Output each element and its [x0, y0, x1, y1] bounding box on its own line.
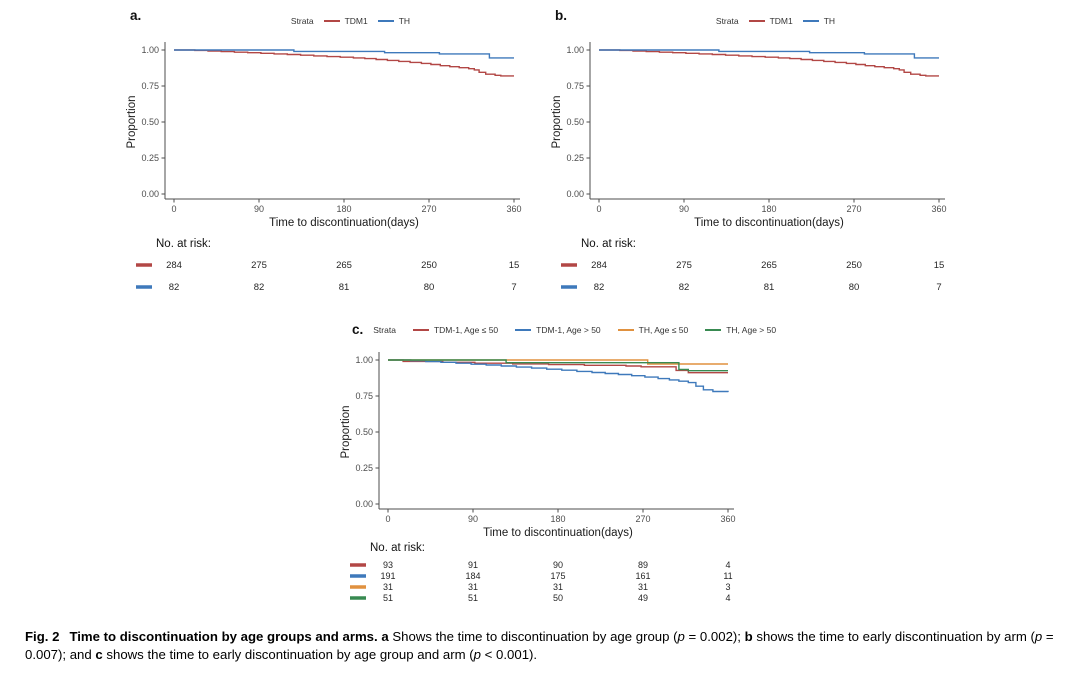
risk-count: 31 — [637, 582, 649, 592]
legend-item — [413, 325, 498, 335]
km-plot-mount — [336, 346, 741, 540]
legend-item — [618, 325, 689, 335]
legend-item — [705, 325, 776, 335]
caption-segment: p — [677, 629, 685, 644]
y-tick-label: 0.50 — [355, 427, 373, 438]
caption-segment: shows the time to early discontinuation by arm ( — [752, 629, 1035, 644]
legend-label: TDM1 — [769, 16, 793, 26]
y-tick-label: 0.75 — [566, 81, 584, 92]
risk-table-title: No. at risk: — [370, 542, 425, 554]
y-tick-label: 0.50 — [566, 117, 584, 128]
caption-segment: p — [1034, 629, 1043, 644]
risk-count: 284 — [591, 260, 607, 271]
x-axis-title: Time to discontinuation(days) — [694, 217, 844, 229]
caption-segment: Time to discontinuation by age groups and arms. — [69, 629, 382, 644]
y-tick-label: 0.75 — [355, 391, 373, 402]
x-axis-title: Time to discontinuation(days) — [269, 217, 419, 229]
caption-segment: Shows the time to discontinuation by age group ( — [388, 629, 678, 644]
y-axis-title: Proportion — [340, 405, 352, 459]
y-tick-label: 0.00 — [355, 499, 373, 510]
risk-table-c — [336, 558, 741, 608]
x-tick-label: 90 — [467, 514, 479, 524]
risk-table-mount — [547, 254, 952, 300]
km-plot-mount — [547, 36, 952, 230]
risk-count: 50 — [552, 593, 564, 603]
caption-segment: = 0.002); — [684, 629, 745, 644]
risk-table-a — [122, 254, 527, 300]
panel-label: c. — [352, 321, 364, 337]
legend-line-swatch — [413, 329, 429, 331]
y-tick-label: 0.25 — [141, 153, 159, 164]
legend-line-swatch — [618, 329, 634, 331]
legend-line-swatch — [705, 329, 721, 331]
legend-label: TDM-1, Age > 50 — [536, 325, 601, 335]
risk-count: 89 — [637, 560, 649, 570]
panel-label: a. — [130, 8, 142, 23]
risk-table-title: No. at risk: — [581, 238, 636, 250]
risk-count: 275 — [251, 260, 267, 271]
y-tick-label: 0.25 — [566, 153, 584, 164]
risk-count: 82 — [168, 282, 180, 293]
y-tick-label: 0.00 — [566, 189, 584, 200]
risk-count: 275 — [676, 260, 692, 271]
legend-item — [378, 16, 410, 26]
legend-title: Strata — [715, 16, 739, 26]
y-tick-label: 0.75 — [141, 81, 159, 92]
y-tick-label: 0.50 — [141, 117, 159, 128]
x-tick-label: 270 — [846, 204, 862, 214]
x-axis-title: Time to discontinuation(days) — [483, 527, 633, 539]
y-tick-label: 1.00 — [355, 355, 373, 366]
km-plot-c — [336, 346, 741, 540]
caption-segment: < 0.001). — [481, 646, 538, 662]
x-tick-label: 180 — [761, 204, 777, 214]
panel-label: b. — [555, 8, 567, 23]
legend-item — [324, 16, 368, 26]
caption-segment: = 0.007); and — [25, 629, 1054, 662]
caption-segment: Fig. 2 — [25, 629, 60, 644]
x-tick-label: 360 — [720, 514, 736, 524]
legend-line-swatch — [749, 20, 765, 22]
risk-count: 93 — [382, 560, 394, 570]
legend-label: TH — [823, 16, 836, 26]
y-axis-title: Proportion — [126, 95, 138, 149]
caption-segment: b — [744, 629, 753, 644]
legend-item — [749, 16, 793, 26]
risk-count: 265 — [761, 260, 777, 271]
risk-count: 175 — [550, 571, 566, 581]
risk-count: 49 — [637, 593, 649, 603]
risk-count: 82 — [678, 282, 690, 293]
risk-count: 3 — [725, 582, 731, 592]
risk-table-b — [547, 254, 952, 300]
risk-count: 265 — [336, 260, 352, 271]
caption-segment: p — [473, 646, 481, 662]
risk-table-mount — [336, 558, 741, 608]
caption-segment: shows the time to early discontinuation by age group and arm ( — [102, 646, 474, 662]
panel-b-header — [547, 6, 952, 36]
legend-title: Strata — [373, 325, 396, 335]
risk-count: 4 — [725, 560, 731, 570]
risk-table-mount — [122, 254, 527, 300]
risk-count: 250 — [846, 260, 862, 271]
risk-count: 250 — [421, 260, 437, 271]
risk-count: 191 — [380, 571, 396, 581]
risk-count: 80 — [423, 282, 435, 293]
risk-count: 4 — [725, 593, 731, 603]
y-tick-label: 1.00 — [566, 45, 584, 56]
risk-count: 81 — [338, 282, 350, 293]
legend — [373, 323, 776, 335]
risk-count: 82 — [593, 282, 605, 293]
x-tick-label: 0 — [385, 514, 391, 524]
legend — [174, 6, 527, 26]
legend-item — [515, 325, 601, 335]
panel-a-header — [122, 6, 527, 36]
legend-label: TH, Age > 50 — [726, 325, 777, 335]
risk-count: 51 — [382, 593, 394, 603]
risk-count: 284 — [166, 260, 182, 271]
caption-segment: c — [95, 646, 103, 662]
y-tick-label: 0.25 — [355, 463, 373, 474]
x-tick-label: 0 — [171, 204, 177, 214]
legend-title: Strata — [290, 16, 314, 26]
x-tick-label: 270 — [635, 514, 651, 524]
risk-count: 31 — [552, 582, 564, 592]
risk-count: 15 — [933, 260, 945, 271]
panel-c-header — [336, 312, 777, 346]
legend-line-swatch — [378, 20, 394, 22]
risk-count: 7 — [936, 282, 942, 293]
panel-a — [122, 6, 527, 300]
risk-count: 15 — [508, 260, 520, 271]
legend-label: TDM1 — [344, 16, 368, 26]
km-plot-mount — [122, 36, 527, 230]
km-plot-b — [547, 36, 952, 230]
risk-count: 11 — [723, 571, 733, 581]
legend-label: TH — [398, 16, 411, 26]
legend — [599, 6, 952, 26]
y-tick-label: 0.00 — [141, 189, 159, 200]
x-tick-label: 180 — [336, 204, 352, 214]
y-axis-title: Proportion — [551, 95, 563, 149]
legend-item — [803, 16, 835, 26]
panel-c — [336, 312, 777, 608]
x-tick-label: 0 — [596, 204, 602, 214]
legend-line-swatch — [515, 329, 531, 331]
risk-count: 161 — [635, 571, 651, 581]
risk-count: 31 — [467, 582, 479, 592]
legend-label: TDM-1, Age ≤ 50 — [433, 325, 499, 335]
risk-count: 80 — [848, 282, 860, 293]
legend-line-swatch — [803, 20, 819, 22]
panel-b — [547, 6, 952, 300]
x-tick-label: 90 — [678, 204, 690, 214]
x-tick-label: 270 — [421, 204, 437, 214]
y-tick-label: 1.00 — [141, 45, 159, 56]
caption-segment: a — [381, 629, 389, 644]
x-tick-label: 360 — [931, 204, 947, 214]
km-plot-a — [122, 36, 527, 230]
risk-count: 184 — [465, 571, 481, 581]
risk-count: 7 — [511, 282, 517, 293]
x-tick-label: 180 — [550, 514, 566, 524]
legend-label: TH, Age ≤ 50 — [638, 325, 689, 335]
figure-caption — [25, 628, 1055, 663]
legend-line-swatch — [324, 20, 340, 22]
risk-count: 51 — [467, 593, 479, 603]
risk-table-title: No. at risk: — [156, 238, 211, 250]
x-tick-label: 90 — [253, 204, 265, 214]
x-tick-label: 360 — [506, 204, 522, 214]
risk-count: 91 — [467, 560, 479, 570]
risk-count: 82 — [253, 282, 265, 293]
risk-count: 90 — [552, 560, 564, 570]
risk-count: 81 — [763, 282, 775, 293]
risk-count: 31 — [382, 582, 394, 592]
